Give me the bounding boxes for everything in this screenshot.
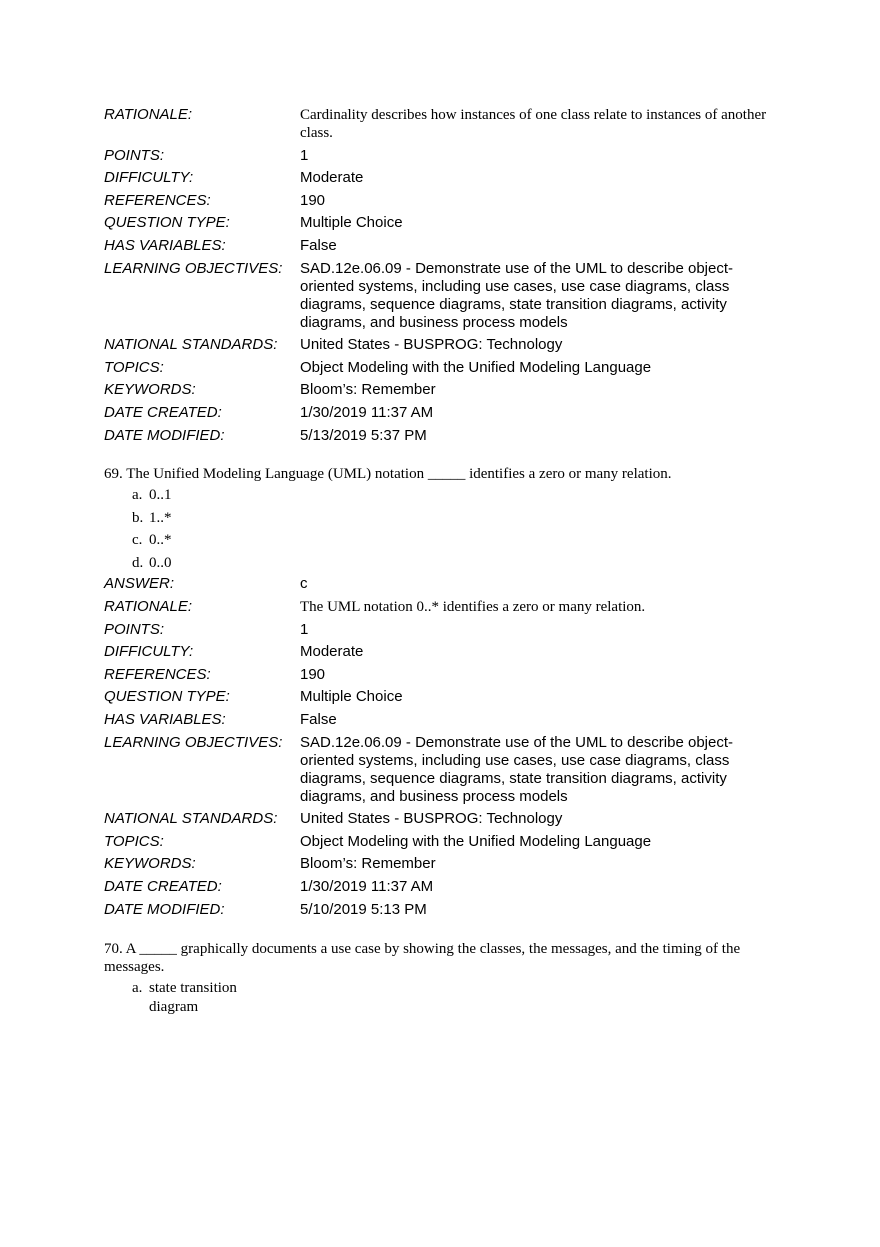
meta-value: 5/13/2019 5:37 PM [300,426,427,444]
meta-row-rationale [104,106,774,142]
meta-label: DIFFICULTY: [104,643,194,661]
meta-value: 1 [300,146,309,164]
meta-label: DATE CREATED: [104,878,222,896]
meta-label: POINTS: [104,620,165,638]
option-text: 0..* [149,532,172,549]
meta-label: RATIONALE: [104,106,193,123]
meta-label: RATIONALE: [104,597,193,615]
meta-value: 5/10/2019 5:13 PM [300,900,427,918]
question-70-text: 70. A _____ graphically documents a use case by showing the classes, the messages, and the timing of the messages. [104,941,741,975]
option-letter: d. [132,554,144,571]
meta-value: 1 [300,620,309,638]
meta-label: QUESTION TYPE: [104,214,230,232]
meta-row-national-standards [104,810,774,828]
meta-label: LEARNING OBJECTIVES: [104,733,283,751]
option-text: 1..* [149,509,172,526]
meta-label: REFERENCES: [104,191,211,209]
meta-label: DATE MODIFIED: [104,426,225,444]
meta-row-date-created [104,878,774,896]
meta-row-points [104,621,774,639]
meta-label: POINTS: [104,146,165,164]
option-c [132,529,259,552]
option-text: state transition diagram [149,980,237,1015]
meta-value: 190 [300,191,326,209]
meta-row-topics [104,359,774,377]
meta-label: NATIONAL STANDARDS: [104,810,278,828]
meta-value: c [300,575,308,592]
option-a [132,484,259,507]
question-69-text: 69. The Unified Modeling Language (UML) notation _____ identifies a zero or many relation. [104,466,672,482]
meta-value: United States - BUSPROG: Technology [300,336,563,354]
meta-label: TOPICS: [104,832,164,850]
meta-row-has-variables [104,711,774,729]
meta-value: Moderate [300,643,364,661]
meta-label: DATE CREATED: [104,403,222,421]
meta-row-difficulty [104,643,774,661]
meta-label: NATIONAL STANDARDS: [104,336,278,354]
question-69-metadata [104,575,774,919]
option-b [132,507,259,530]
meta-value: Multiple Choice [300,214,403,232]
meta-row-national-standards [104,336,774,354]
meta-value: Bloom’s: Remember [300,381,436,399]
meta-label: LEARNING OBJECTIVES: [104,259,283,277]
meta-label: KEYWORDS: [104,855,196,873]
meta-row-references [104,192,774,210]
meta-value: SAD.12e.06.09 - Demonstrate use of the UML to describe object-oriented systems, including use cases, use case diagrams, class diagrams, sequence diagrams, state transition diagrams, activity diagrams, and business process models [300,733,734,805]
option-letter: b. [132,509,144,526]
meta-label: HAS VARIABLES: [104,711,226,729]
meta-label: TOPICS: [104,358,164,376]
meta-label: ANSWER: [104,575,175,592]
meta-row-references [104,666,774,684]
meta-value: SAD.12e.06.09 - Demonstrate use of the UML to describe object-oriented systems, including use cases, use case diagrams, class diagrams, sequence diagrams, state transition diagrams, activity diagrams, and business process models [300,259,734,331]
meta-row-date-created [104,404,774,422]
question-68-metadata [104,106,774,445]
question-69-options [132,484,259,574]
option-a [132,977,259,1016]
meta-value: 190 [300,665,326,683]
meta-label: KEYWORDS: [104,381,196,399]
meta-value: United States - BUSPROG: Technology [300,810,563,828]
meta-value: Object Modeling with the Unified Modeling Language [300,832,652,850]
meta-value: 1/30/2019 11:37 AM [300,403,434,421]
option-d [132,552,259,575]
meta-row-date-modified [104,427,774,445]
meta-row-learning-objectives [104,734,774,806]
meta-label: DIFFICULTY: [104,169,194,187]
meta-row-topics [104,833,774,851]
meta-label: HAS VARIABLES: [104,236,226,254]
meta-row-difficulty [104,169,774,187]
meta-row-answer [104,575,774,593]
meta-value: False [300,711,337,729]
question-70-options [132,977,259,1016]
option-text: 0..0 [149,554,172,571]
meta-row-question-type [104,688,774,706]
meta-label: REFERENCES: [104,665,211,683]
meta-value: Moderate [300,169,364,187]
meta-row-learning-objectives [104,260,774,332]
meta-row-points [104,147,774,165]
meta-row-has-variables [104,237,774,255]
option-letter: a. [132,487,143,503]
option-text: 0..1 [149,487,172,503]
meta-label: QUESTION TYPE: [104,688,230,706]
meta-value: Multiple Choice [300,688,403,706]
meta-value: False [300,236,337,254]
meta-value: 1/30/2019 11:37 AM [300,878,434,896]
meta-label: DATE MODIFIED: [104,900,225,918]
meta-value: Bloom’s: Remember [300,855,436,873]
meta-value: Cardinality describes how instances of one class relate to instances of another class. [300,107,767,141]
meta-row-keywords [104,855,774,873]
meta-row-keywords [104,381,774,399]
meta-row-date-modified [104,901,774,919]
meta-value: The UML notation 0..* identifies a zero or many relation. [300,598,646,615]
meta-row-question-type [104,214,774,232]
meta-row-rationale [104,598,774,617]
meta-value: Object Modeling with the Unified Modeling Language [300,358,652,376]
option-letter: c. [132,532,143,549]
option-letter: a. [132,980,143,996]
